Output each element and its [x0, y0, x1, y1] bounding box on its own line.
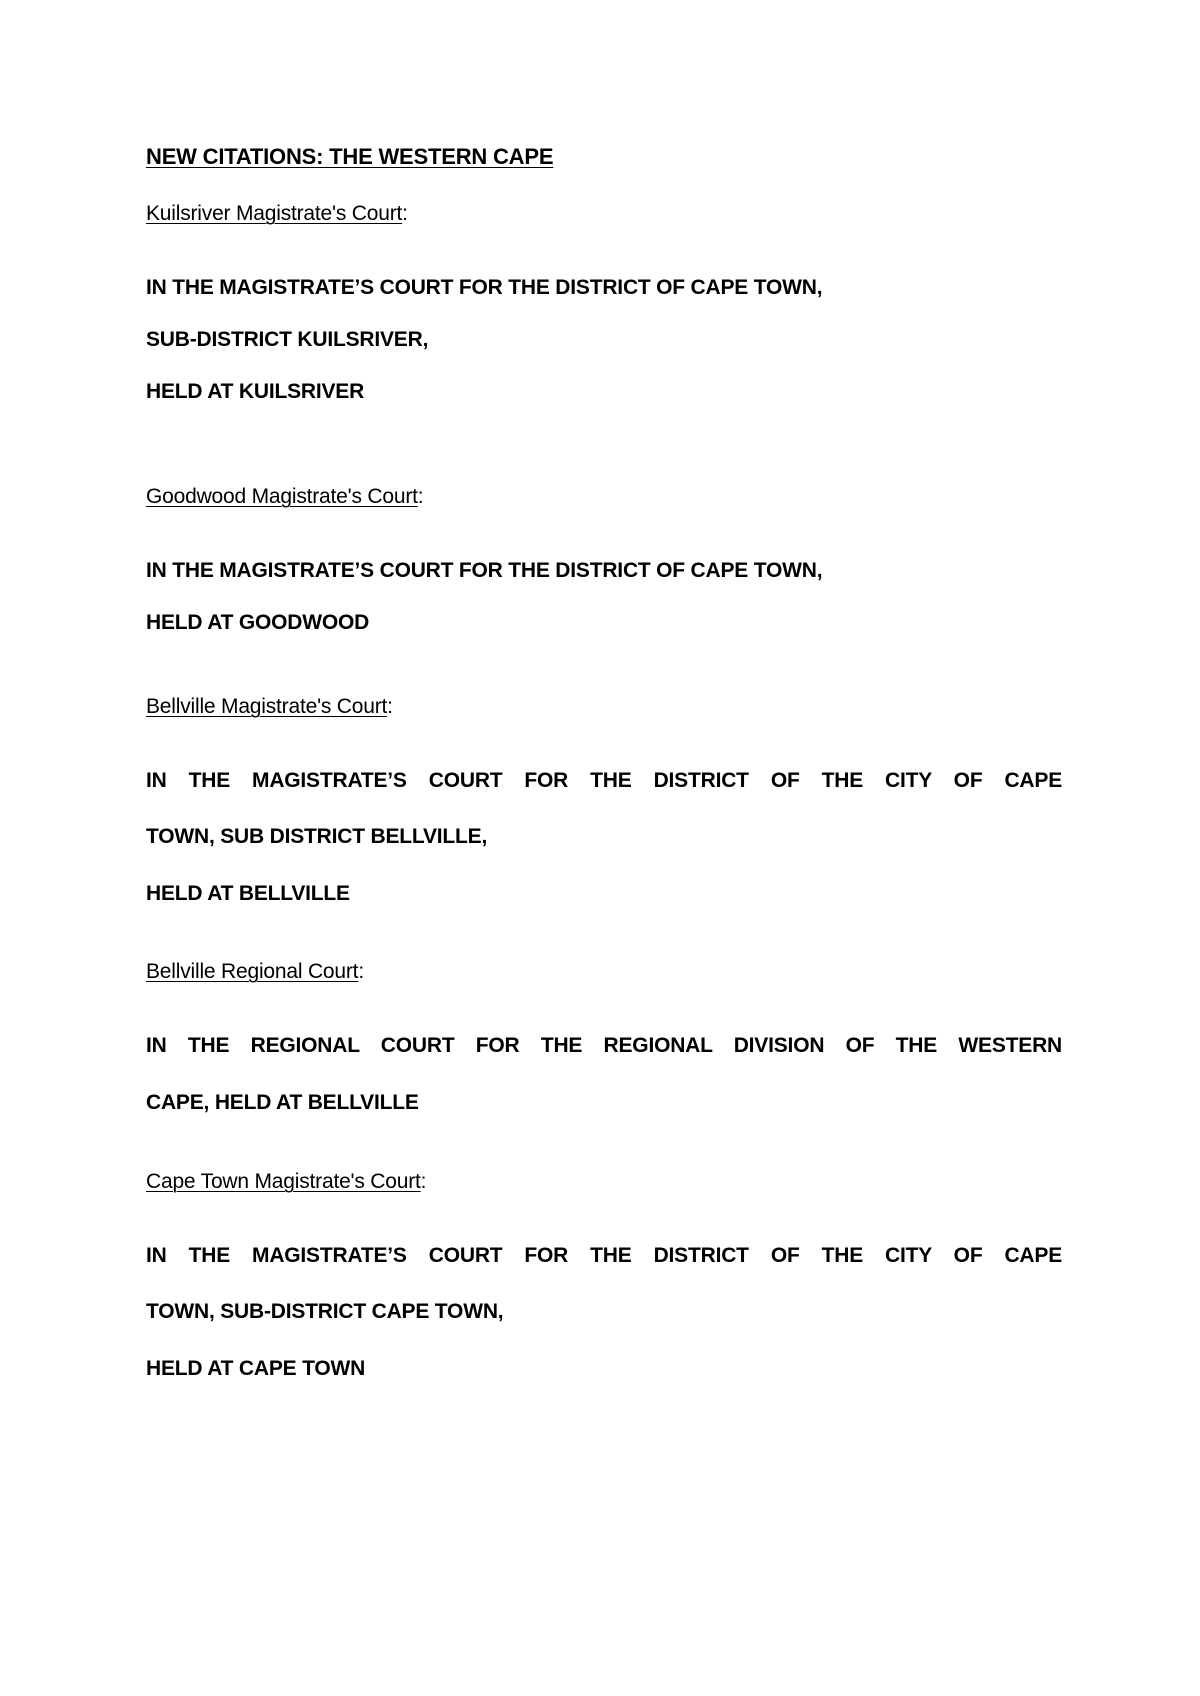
- citation-line: IN THE MAGISTRATE’S COURT FOR THE DISTRICT OF CAPE TOWN,: [146, 559, 823, 582]
- citation-line: HELD AT GOODWOOD: [146, 611, 370, 634]
- citation-block: [146, 1241, 1062, 1410]
- court-section-bellville-regional: [146, 957, 1062, 1144]
- court-section-bellville-magistrate: [146, 692, 1062, 935]
- court-label: [146, 199, 1062, 229]
- court-section-kuilsriver: [146, 199, 1062, 433]
- citation-block: [146, 273, 1062, 433]
- citation-line: HELD AT KUILSRIVER: [146, 380, 365, 403]
- court-label-suffix: :: [358, 960, 364, 983]
- court-label-suffix: :: [417, 485, 424, 508]
- court-label: [146, 957, 1062, 987]
- citation-line: IN THE MAGISTRATE’S COURT FOR THE DISTRICT OF THE CITY OF CAPE: [146, 1244, 1062, 1267]
- court-section-cape-town: [146, 1167, 1062, 1410]
- citation-block: [146, 556, 1062, 664]
- citation-line: HELD AT BELLVILLE: [146, 882, 350, 905]
- court-name: Cape Town Magistrate's Court: [146, 1170, 421, 1193]
- citation-line: SUB-DISTRICT KUILSRIVER,: [146, 328, 429, 351]
- citation-line: TOWN, SUB-DISTRICT CAPE TOWN,: [146, 1300, 504, 1323]
- court-label-suffix: :: [420, 1170, 427, 1193]
- court-name: Goodwood Magistrate's Court: [146, 485, 418, 508]
- court-section-goodwood: [146, 482, 1062, 664]
- page-title: NEW CITATIONS: THE WESTERN CAPE: [146, 144, 554, 169]
- citation-line: CAPE, HELD AT BELLVILLE: [146, 1091, 419, 1114]
- citation-line: IN THE MAGISTRATE’S COURT FOR THE DISTRICT OF THE CITY OF CAPE: [146, 769, 1062, 792]
- court-label-suffix: :: [387, 695, 393, 718]
- court-name: Bellville Regional Court: [146, 960, 359, 983]
- court-label-suffix: :: [402, 202, 408, 225]
- court-label: [146, 692, 1062, 722]
- citation-line: IN THE MAGISTRATE’S COURT FOR THE DISTRICT OF CAPE TOWN,: [146, 276, 823, 299]
- court-name: Bellville Magistrate's Court: [146, 695, 388, 718]
- citation-block: [146, 766, 1062, 935]
- court-label: [146, 1167, 1062, 1197]
- citation-line: TOWN, SUB DISTRICT BELLVILLE,: [146, 825, 488, 848]
- citation-block: [146, 1031, 1062, 1144]
- court-name: Kuilsriver Magistrate's Court: [146, 202, 403, 225]
- citation-line: IN THE REGIONAL COURT FOR THE REGIONAL DIVISION OF THE WESTERN: [146, 1034, 1062, 1057]
- court-label: [146, 482, 1062, 512]
- citation-line: HELD AT CAPE TOWN: [146, 1357, 366, 1380]
